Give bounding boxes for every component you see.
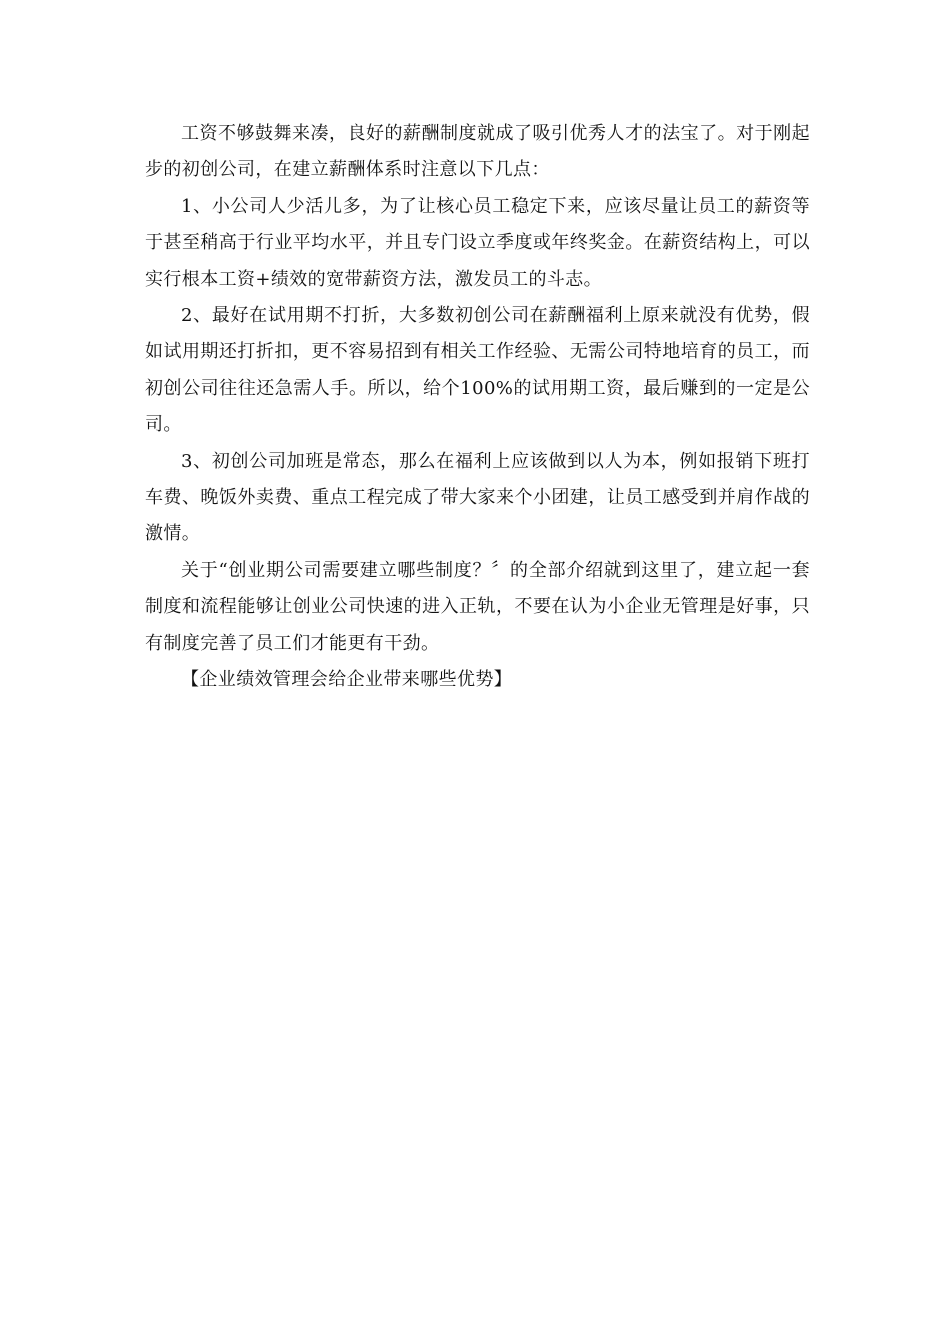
- paragraph-point-2: 2、最好在试用期不打折，大多数初创公司在薪酬福利上原来就没有优势，假如试用期还打折扣，更不容易招到有相关工作经验、无需公司特地培育的员工，而初创公司往往还急需人手。所以，给个100%的试用期工资，最后赚到的一定是公司。: [145, 305, 810, 436]
- paragraph-intro: 工资不够鼓舞来凑，良好的薪酬制度就成了吸引优秀人才的法宝了。对于刚起步的初创公司，在建立薪酬体系时注意以下几点：: [145, 123, 810, 181]
- related-article-heading: 【企业绩效管理会给企业带来哪些优势】: [181, 669, 513, 691]
- document-body: [145, 116, 810, 699]
- paragraph-point-3: 3、初创公司加班是常态，那么在福利上应该做到以人为本，例如报销下班打车费、晚饭外卖费、重点工程完成了带大家来个小团建，让员工感受到并肩作战的激情。: [145, 450, 810, 545]
- paragraph-conclusion: 关于“创业期公司需要建立哪些制度？〞的全部介绍就到这里了，建立起一套制度和流程能够让创业公司快速的进入正轨，不要在认为小企业无管理是好事，只有制度完善了员工们才能更有干劲。: [145, 559, 810, 654]
- paragraph-point-1: 1、小公司人少活儿多，为了让核心员工稳定下来，应该尽量让员工的薪资等于甚至稍高于行业平均水平，并且专门设立季度或年终奖金。在薪资结构上，可以实行根本工资+绩效的宽带薪资方法，激发员工的斗志。: [145, 195, 810, 290]
